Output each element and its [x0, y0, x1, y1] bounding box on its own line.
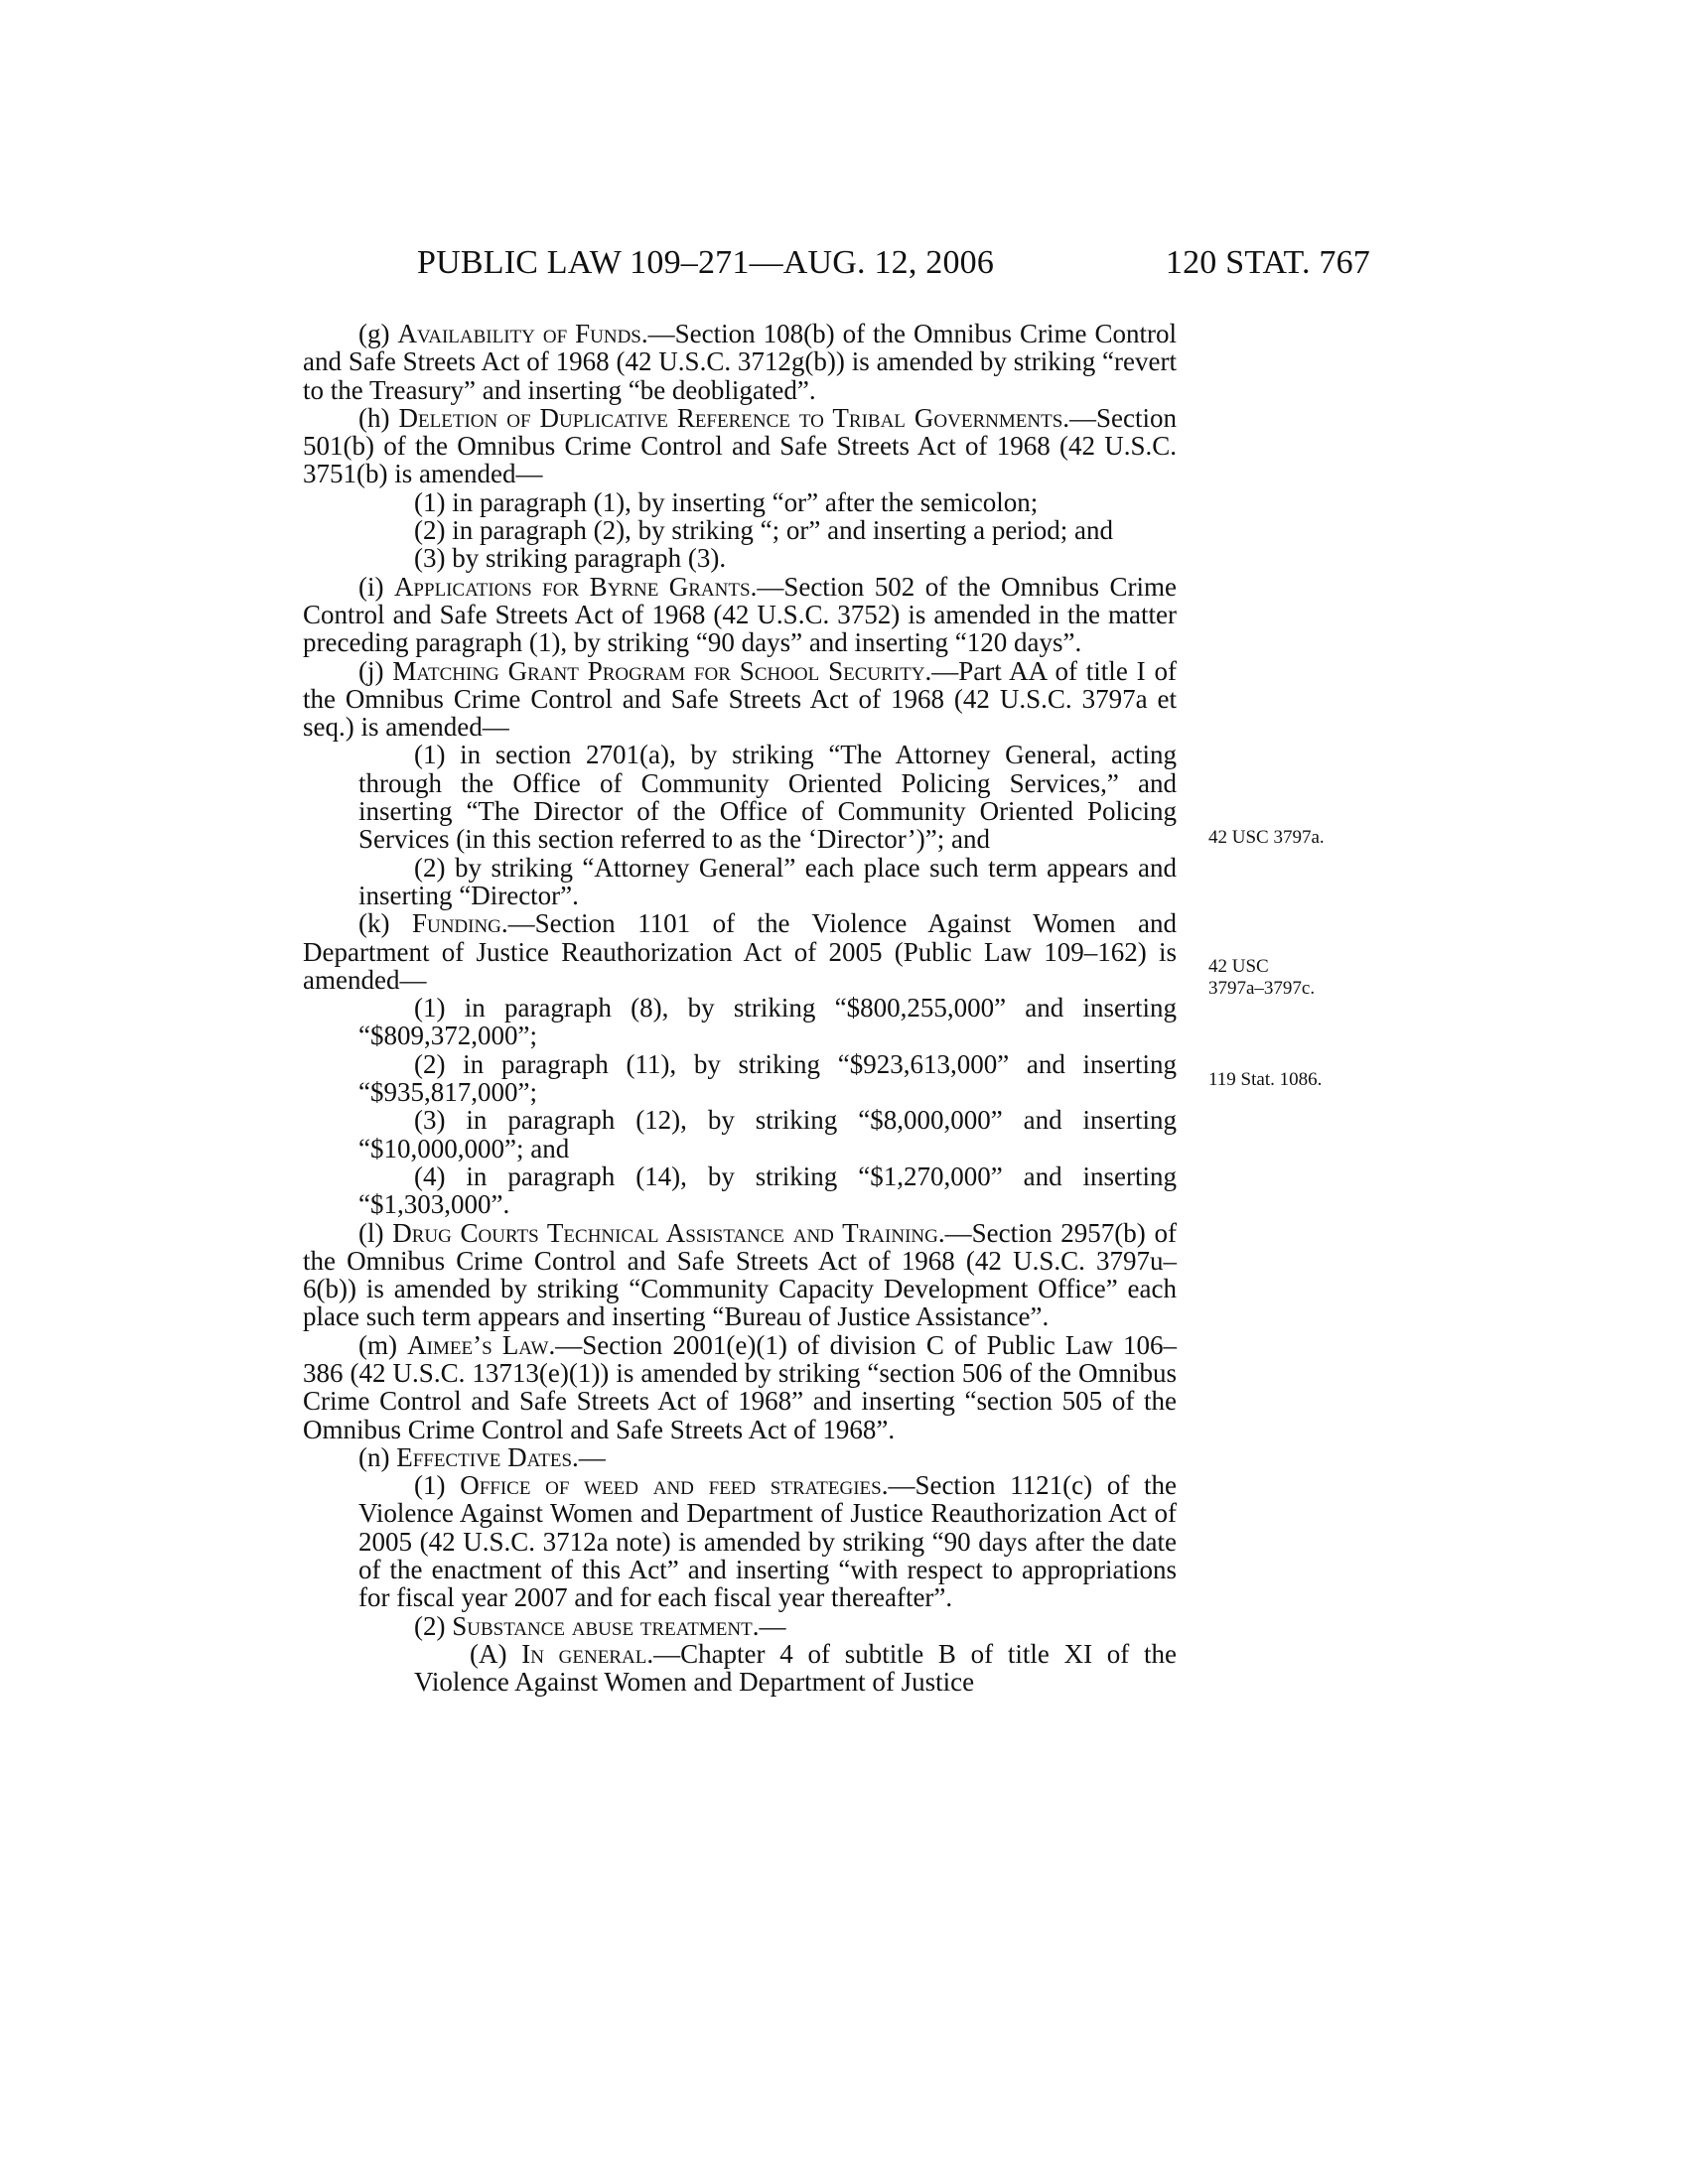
public-law-citation: PUBLIC LAW 109–271—AUG. 12, 2006: [417, 244, 995, 281]
margin-note-usc-range: 42 USC 3797a–3797c.: [1208, 956, 1316, 999]
section-n-item-2: (2) Substance abuse treatment.—: [414, 1610, 786, 1641]
section-k-item: (3) in paragraph (12), by striking “$8,000,000” and inserting “$10,000,000”; and: [358, 1105, 1177, 1163]
section-heading: Effective Dates: [396, 1441, 573, 1472]
section-n: (n) Effective Dates.—: [358, 1441, 606, 1472]
section-k: (k) Funding.—Section 1101 of the Violence Against Women and Department of Justice Reauthorization Act of 2005 (Public Law 109–162) is amended—: [303, 908, 1177, 995]
margin-note-usc: 42 USC 3797a.: [1208, 827, 1325, 848]
item-heading: In general: [521, 1638, 647, 1669]
section-h-item: (1) in paragraph (1), by inserting “or” after the semicolon;: [414, 486, 1039, 517]
section-k-item: (2) in paragraph (11), by striking “$923,613,000” and inserting “$935,817,000”;: [358, 1048, 1177, 1108]
section-n-item-1: (1) Office of weed and feed strategies.—Section 1121(c) of the Violence Against Women and Department of Justice Reauthorization Act of 2005 (42 U.S.C. 3712a note) is amended by striking “90 days after the date of the enactment of this Act” and inserting “with respect to appropriations for fiscal year 2007 and for each fiscal year thereafter”.: [358, 1470, 1178, 1613]
section-m: (m) Aimee’s Law.—Section 2001(e)(1) of division C of Public Law 106–386 (42 U.S.C. 13713(e)(1)) is amended by striking “section 506 of the Omnibus Crime Control and Safe Streets Act of 1968” and inserting “section 505 of the Omnibus Crime Control and Safe Streets Act of 1968”.: [303, 1329, 1177, 1444]
item-heading: Office of weed and feed strategies: [460, 1470, 882, 1501]
section-h-item: (2) in paragraph (2), by striking “; or” and inserting a period; and: [414, 515, 1114, 546]
section-heading: Deletion of Duplicative Reference to Tribal Governments: [398, 402, 1063, 433]
section-h-item: (3) by striking paragraph (3).: [414, 543, 727, 574]
section-k-item: (4) in paragraph (14), by striking “$1,270,000” and inserting “$1,303,000”.: [358, 1160, 1177, 1220]
section-h: (h) Deletion of Duplicative Reference to Tribal Governments.—Section 501(b) of the Omnibus Crime Control and Safe Streets Act of 1968 (42 U.S.C. 3751(b) is amended—: [303, 402, 1178, 489]
section-heading: Applications for Byrne Grants: [393, 571, 751, 602]
margin-note-statute: 119 Stat. 1086.: [1208, 1069, 1323, 1090]
section-heading: Drug Courts Technical Assistance and Training: [392, 1217, 938, 1248]
item-heading: Substance abuse treatment: [452, 1610, 753, 1641]
section-j-item: (2) by striking “Attorney General” each place such term appears and inserting “Director”.: [358, 852, 1177, 910]
statute-page-number: 120 STAT. 767: [1165, 244, 1370, 281]
section-j-item: (1) in section 2701(a), by striking “The Attorney General, acting through the Office of Community Oriented Policing Services,” and inserting “The Director of the Office of Community Oriented Policing Services (in this section referred to as the ‘Director’)”; and: [358, 740, 1177, 855]
section-n-subitem-a: (A) In general.—Chapter 4 of subtitle B of title XI of the Violence Against Women and Department of Justice: [414, 1638, 1177, 1698]
section-l: (l) Drug Courts Technical Assistance and Training.—Section 2957(b) of the Omnibus Crime Control and Safe Streets Act of 1968 (42 U.S.C. 3797u–6(b)) is amended by striking “Community Capacity Development Office” each place such term appears and inserting “Bureau of Justice Assistance”.: [303, 1217, 1177, 1332]
section-heading: Aimee’s Law: [407, 1329, 549, 1360]
section-i: (i) Applications for Byrne Grants.—Section 502 of the Omnibus Crime Control and Safe Streets Act of 1968 (42 U.S.C. 3752) is amended in the matter preceding paragraph (1), by striking “90 days” and inserting “120 days”.: [303, 571, 1178, 658]
section-j: (j) Matching Grant Program for School Security.—Part AA of title I of the Omnibus Crime Control and Safe Streets Act of 1968 (42 U.S.C. 3797a et seq.) is amended—: [303, 655, 1178, 743]
running-header: [417, 244, 1410, 284]
section-heading: Availability of Funds: [397, 319, 641, 348]
section-g: (g) Availability of Funds.—Section 108(b) of the Omnibus Crime Control and Safe Streets Act of 1968 (42 U.S.C. 3712g(b)) is amended by striking “revert to the Treasury” and inserting “be deobligated”.: [303, 319, 1177, 405]
section-k-item: (1) in paragraph (8), by striking “$800,255,000” and inserting “$809,372,000”;: [358, 993, 1177, 1051]
document-body: [303, 320, 1177, 1697]
section-heading: Matching Grant Program for School Security: [392, 655, 925, 686]
section-heading: Funding: [411, 908, 501, 939]
